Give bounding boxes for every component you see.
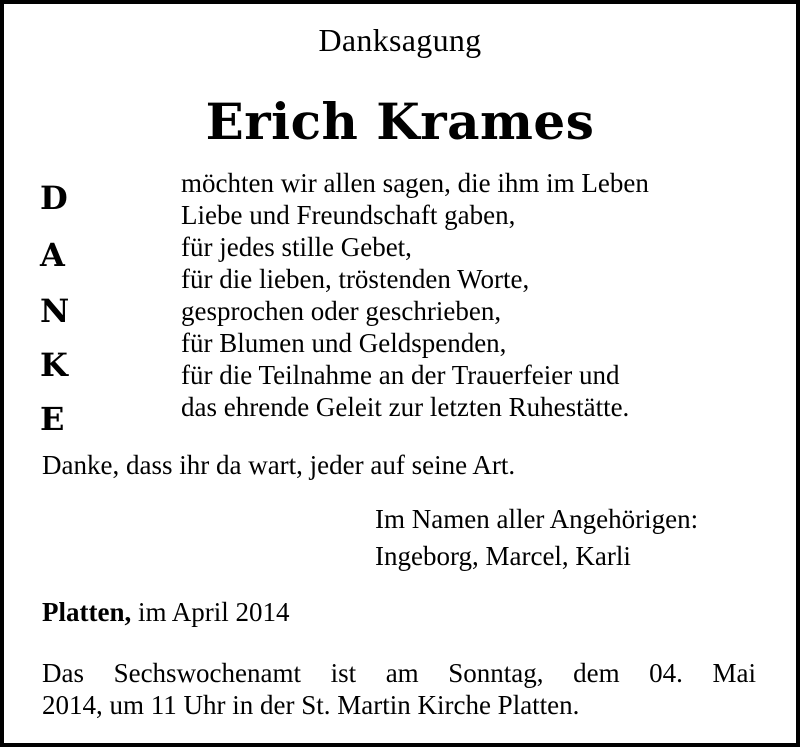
date-text: im April 2014 <box>137 597 290 627</box>
gratitude-line: für jedes stille Gebet, <box>181 232 412 262</box>
gratitude-text <box>181 167 649 423</box>
place-name: Platten, <box>42 597 132 627</box>
gratitude-line: das ehrende Geleit zur letzten Ruhestätte. <box>181 392 630 422</box>
signoff-names: Ingeborg, Marcel, Karli <box>375 541 631 571</box>
gratitude-line: möchten wir allen sagen, die ihm im Leben <box>181 168 649 198</box>
danke-letter-k: K <box>40 346 68 384</box>
service-notice-line: 2014, um 11 Uhr in der St. Martin Kirche Platten. <box>42 690 580 720</box>
notice-heading: Danksagung <box>318 22 482 58</box>
danke-letter-n: N <box>40 292 70 330</box>
service-notice-line: Das Sechswochenamt ist am Sonntag, dem 04. Mai <box>42 658 756 688</box>
deceased-name: Erich Krames <box>205 92 595 151</box>
gratitude-line: Liebe und Freundschaft gaben, <box>181 200 516 230</box>
gratitude-line: gesprochen oder geschrieben, <box>181 296 502 326</box>
gratitude-line: für die lieben, tröstenden Worte, <box>181 264 530 294</box>
danke-letter-a: A <box>40 236 65 274</box>
gratitude-line: für die Teilnahme an der Trauerfeier und <box>181 360 620 390</box>
danke-letter-e: E <box>40 400 65 438</box>
gratitude-line: für Blumen und Geldspenden, <box>181 328 507 358</box>
closing-line: Danke, dass ihr da wart, jeder auf seine Art. <box>42 450 516 480</box>
signoff-label: Im Namen aller Angehörigen: <box>375 504 699 534</box>
danke-letter-d: D <box>40 179 68 217</box>
place-date <box>42 597 290 628</box>
